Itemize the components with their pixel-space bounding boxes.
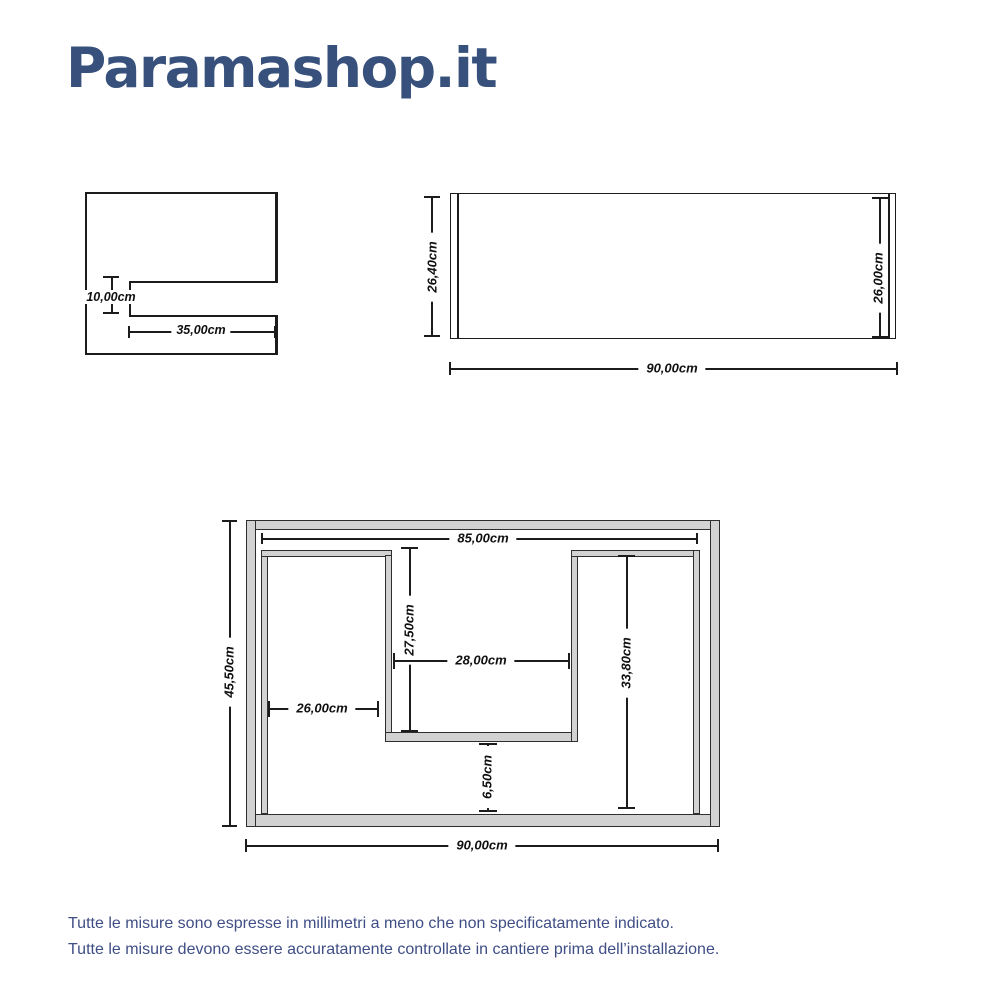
plan-left-panel-top: [261, 550, 392, 557]
brand-logo: Paramashop.it: [66, 36, 497, 100]
wide-panel-outline: [450, 193, 896, 339]
dim-tick: [401, 730, 418, 732]
dim-plan-left-section-label: 26,00cm: [288, 701, 355, 716]
dim-plan-outer-depth-label: 45,50cm: [222, 637, 237, 706]
wide-panel-left-inner-line: [457, 194, 459, 338]
plan-wall-left: [246, 520, 256, 827]
plan-right-panel-top: [571, 550, 700, 557]
dim-tick: [896, 362, 898, 375]
dim-tick: [568, 653, 570, 669]
dim-tick: [222, 825, 237, 827]
footer-note-2: Tutte le misure devono essere accuratamente controllate in cantiere prima dell’installazione.: [68, 941, 720, 958]
plan-wall-right: [710, 520, 720, 827]
dim-plan-inner-width-label: 85,00cm: [449, 531, 516, 546]
dim-tick: [717, 839, 719, 852]
small-panel-notch: [129, 281, 278, 317]
dim-tick: [696, 533, 698, 544]
dim-tick: [377, 701, 379, 717]
dim-wide-panel-left-height-label: 26,40cm: [425, 232, 440, 301]
footer-note-1: Tutte le misure sono espresse in millimetri a meno che non specificatamente indicato.: [68, 915, 674, 932]
dim-tick: [872, 336, 888, 338]
wide-panel-right-inner-line: [888, 194, 890, 338]
plan-right-panel-wall: [693, 550, 700, 814]
dim-plan-outer-width-label: 90,00cm: [448, 838, 515, 853]
plan-recess-right-wall: [571, 555, 578, 742]
dim-small-panel-width-label: 35,00cm: [171, 323, 230, 337]
dim-tick: [424, 335, 440, 337]
plan-wall-bottom: [246, 814, 720, 827]
dim-wide-panel-right-height-label: 26,00cm: [871, 243, 886, 312]
dim-small-panel-height-label: 10,00cm: [81, 290, 140, 304]
plan-left-panel-wall: [261, 550, 268, 814]
dim-plan-recess-width-label: 28,00cm: [447, 653, 514, 668]
dim-plan-recess-depth-label: 27,50cm: [402, 595, 417, 664]
plan-wall-top: [246, 520, 720, 530]
dim-wide-panel-width-label: 90,00cm: [638, 361, 705, 376]
dim-plan-bottom-gap-label: 6,50cm: [480, 746, 495, 808]
plan-recess-bottom-wall: [385, 732, 578, 742]
dim-tick: [618, 807, 635, 809]
dim-tick: [479, 810, 497, 812]
plan-recess-left-wall: [385, 555, 392, 742]
dim-tick: [103, 312, 119, 314]
dim-tick: [274, 326, 276, 338]
dim-plan-right-depth-label: 33,80cm: [619, 628, 634, 697]
